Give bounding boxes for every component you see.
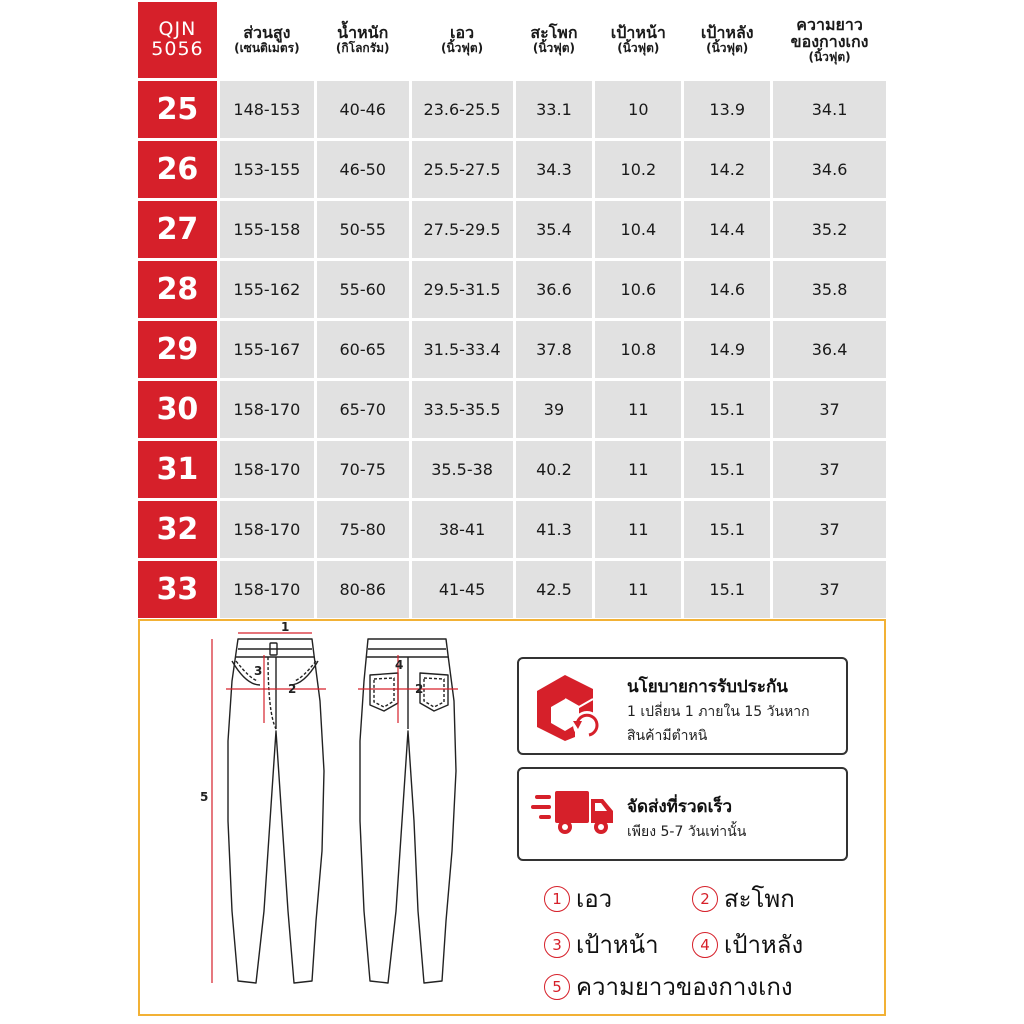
- header-sub: (นิ้วฟุต): [706, 41, 749, 56]
- product-code-line2: 5056: [151, 38, 204, 60]
- header-sub: (กิโลกรัม): [335, 41, 390, 56]
- cell-waist: 41-45: [412, 561, 513, 618]
- cell-pant-length: 37: [773, 561, 886, 618]
- table-row: [138, 141, 886, 198]
- cell-pant-length: 35.2: [773, 201, 886, 258]
- cell-front-rise: 11: [595, 561, 681, 618]
- return-box-icon: [531, 671, 609, 743]
- cell-waist: 38-41: [412, 501, 513, 558]
- cell-waist: 25.5-27.5: [412, 141, 513, 198]
- cell-hip: 39: [516, 381, 593, 438]
- cell-waist: 31.5-33.4: [412, 321, 513, 378]
- header-main-2: ของกางเกง: [790, 31, 869, 51]
- cell-waist: 23.6-25.5: [412, 81, 513, 138]
- cell-size: 31: [138, 441, 217, 498]
- cell-front-rise: 11: [595, 441, 681, 498]
- cell-front-rise: 10.6: [595, 261, 681, 318]
- legend-number: 3: [544, 932, 570, 958]
- cell-front-rise: 10.4: [595, 201, 681, 258]
- table-row: [138, 201, 886, 258]
- cell-back-rise: 15.1: [684, 381, 770, 438]
- cell-hip: 41.3: [516, 501, 593, 558]
- legend-number: 2: [692, 886, 718, 912]
- header-main: เป้าหลัง: [700, 23, 754, 43]
- cell-height: 153-155: [220, 141, 314, 198]
- cell-size: 26: [138, 141, 217, 198]
- cell-height: 155-158: [220, 201, 314, 258]
- cell-weight: 60-65: [317, 321, 409, 378]
- cell-weight: 80-86: [317, 561, 409, 618]
- legend-label: เป้าหลัง: [724, 931, 804, 959]
- measure-label-1: 1: [281, 621, 290, 634]
- cell-front-rise: 10.8: [595, 321, 681, 378]
- legend-label: เป้าหน้า: [576, 931, 659, 959]
- header-sub: (เซนติเมตร): [234, 41, 300, 56]
- measure-label-5: 5: [200, 790, 209, 804]
- table-row: [138, 441, 886, 498]
- cell-hip: 37.8: [516, 321, 593, 378]
- info-panel: [138, 619, 886, 1016]
- header-main: ส่วนสูง: [243, 23, 291, 43]
- measure-label-4: 4: [395, 658, 404, 672]
- header-back-rise: [684, 2, 770, 78]
- cell-height: 155-167: [220, 321, 314, 378]
- cell-size: 30: [138, 381, 217, 438]
- cell-pant-length: 35.8: [773, 261, 886, 318]
- cell-height: 158-170: [220, 561, 314, 618]
- cell-pant-length: 37: [773, 381, 886, 438]
- legend-label: เอว: [576, 885, 613, 913]
- cell-hip: 40.2: [516, 441, 593, 498]
- cell-pant-length: 34.6: [773, 141, 886, 198]
- legend-label: สะโพก: [724, 885, 795, 913]
- cell-weight: 65-70: [317, 381, 409, 438]
- header-front-rise: [595, 2, 681, 78]
- cell-back-rise: 14.2: [684, 141, 770, 198]
- table-row: [138, 381, 886, 438]
- cell-front-rise: 11: [595, 501, 681, 558]
- cell-size: 32: [138, 501, 217, 558]
- cell-weight: 55-60: [317, 261, 409, 318]
- cell-height: 158-170: [220, 501, 314, 558]
- table-header-row: [138, 2, 886, 78]
- legend-item-hip: [692, 879, 795, 918]
- header-hip: [516, 2, 593, 78]
- cell-pant-length: 37: [773, 501, 886, 558]
- table-row: [138, 261, 886, 318]
- cell-back-rise: 14.4: [684, 201, 770, 258]
- legend-item-back-rise: [692, 925, 803, 964]
- cell-back-rise: 14.9: [684, 321, 770, 378]
- header-main: สะโพก: [530, 23, 578, 43]
- cell-height: 148-153: [220, 81, 314, 138]
- cell-height: 155-162: [220, 261, 314, 318]
- table-row: [138, 81, 886, 138]
- cell-weight: 46-50: [317, 141, 409, 198]
- cell-back-rise: 14.6: [684, 261, 770, 318]
- jeans-front-icon: [228, 639, 324, 983]
- cell-height: 158-170: [220, 381, 314, 438]
- header-sub: (นิ้วฟุต): [617, 41, 660, 56]
- legend-number: 5: [544, 974, 570, 1000]
- size-table: [138, 2, 886, 612]
- cell-waist: 29.5-31.5: [412, 261, 513, 318]
- warranty-line-1: 1 เปลี่ยน 1 ภายใน 15 วันหาก: [627, 704, 810, 720]
- header-height: [220, 2, 314, 78]
- cell-waist: 27.5-29.5: [412, 201, 513, 258]
- header-sub: (นิ้วฟุต): [808, 49, 851, 64]
- cell-front-rise: 11: [595, 381, 681, 438]
- cell-back-rise: 15.1: [684, 441, 770, 498]
- legend-item-front-rise: [544, 925, 659, 964]
- cell-pant-length: 34.1: [773, 81, 886, 138]
- legend-number: 1: [544, 886, 570, 912]
- header-sub: (นิ้วฟุต): [440, 41, 484, 56]
- header-weight: [317, 2, 409, 78]
- cell-weight: 40-46: [317, 81, 409, 138]
- legend-number: 4: [692, 932, 718, 958]
- cell-size: 33: [138, 561, 217, 618]
- cell-hip: 42.5: [516, 561, 593, 618]
- header-main: เอว: [450, 23, 475, 43]
- cell-waist: 33.5-35.5: [412, 381, 513, 438]
- header-main: ความยาว: [796, 14, 863, 34]
- warranty-line-2: สินค้ามีตำหนิ: [627, 728, 708, 744]
- cell-back-rise: 13.9: [684, 81, 770, 138]
- cell-hip: 33.1: [516, 81, 593, 138]
- measure-label-2-back: 2: [415, 682, 424, 696]
- cell-hip: 36.6: [516, 261, 593, 318]
- cell-size: 25: [138, 81, 217, 138]
- product-code: [138, 2, 217, 78]
- header-main: น้ำหนัก: [337, 23, 389, 43]
- cell-size: 29: [138, 321, 217, 378]
- cell-front-rise: 10: [595, 81, 681, 138]
- shipping-line-1: เพียง 5-7 วันเท่านั้น: [627, 824, 747, 840]
- header-waist: [412, 2, 513, 78]
- cell-weight: 70-75: [317, 441, 409, 498]
- cell-height: 158-170: [220, 441, 314, 498]
- jeans-back-icon: [360, 639, 456, 983]
- cell-waist: 35.5-38: [412, 441, 513, 498]
- legend-label: ความยาวของกางเกง: [576, 973, 793, 1001]
- cell-front-rise: 10.2: [595, 141, 681, 198]
- warranty-policy-box: [517, 657, 848, 755]
- cell-pant-length: 37: [773, 441, 886, 498]
- table-row: [138, 321, 886, 378]
- table-row: [138, 561, 886, 618]
- shipping-box: [517, 767, 848, 861]
- measure-label-2-front: 2: [288, 682, 297, 696]
- fast-truck-icon: [531, 781, 615, 847]
- header-sub: (นิ้วฟุต): [532, 41, 576, 56]
- warranty-title: นโยบายการรับประกัน: [627, 677, 788, 697]
- cell-size: 27: [138, 201, 217, 258]
- measure-label-3: 3: [254, 664, 263, 678]
- legend-item-pant-length: [544, 967, 793, 1006]
- header-main: เป้าหน้า: [610, 23, 666, 43]
- cell-back-rise: 15.1: [684, 501, 770, 558]
- cell-weight: 50-55: [317, 201, 409, 258]
- jeans-diagram: [140, 621, 490, 1016]
- header-pant-length: [773, 2, 886, 78]
- table-row: [138, 501, 886, 558]
- cell-back-rise: 15.1: [684, 561, 770, 618]
- legend-item-waist: [544, 879, 612, 918]
- cell-size: 28: [138, 261, 217, 318]
- product-code-line1: QJN: [158, 18, 197, 41]
- shipping-title: จัดส่งที่รวดเร็ว: [627, 797, 733, 817]
- cell-hip: 35.4: [516, 201, 593, 258]
- cell-weight: 75-80: [317, 501, 409, 558]
- cell-pant-length: 36.4: [773, 321, 886, 378]
- cell-hip: 34.3: [516, 141, 593, 198]
